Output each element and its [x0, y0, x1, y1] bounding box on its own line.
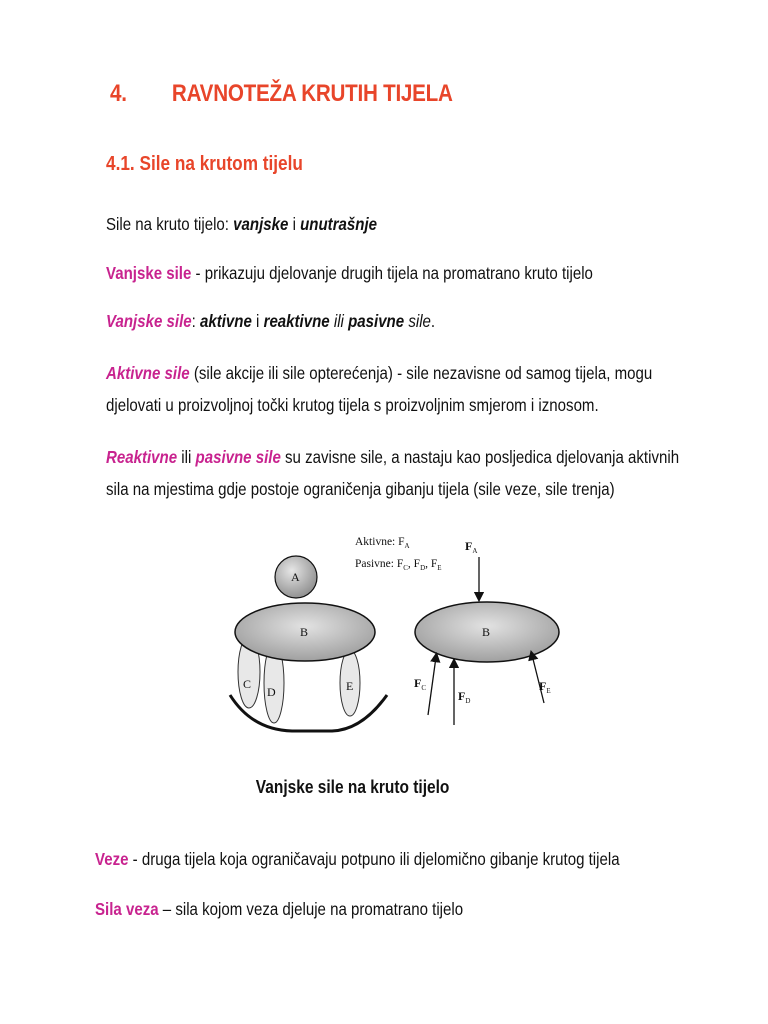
term-constraints: Veze: [95, 849, 129, 869]
label-a: A: [291, 570, 300, 584]
text: - druga tijela koja ograničavaju potpuno ili djelomično gibanje krutog tijela: [128, 849, 620, 869]
text: Sile na kruto tijelo:: [106, 214, 234, 234]
term-external: vanjske: [233, 214, 289, 234]
term-external-forces: Vanjske sile: [106, 263, 192, 283]
term-reactive: Reaktivne: [106, 447, 178, 467]
term-active: aktivne: [199, 311, 252, 331]
text: (sile akcije ili sile opterećenja) - sile nezavisne od samog tijela, mogu: [189, 363, 653, 383]
text: i: [251, 311, 264, 331]
section-number: 4.: [110, 80, 127, 107]
paragraph-external-forces: [106, 257, 593, 289]
section-title: RAVNOTEŽA KRUTIH TIJELA: [171, 80, 453, 107]
text: i: [288, 214, 301, 234]
force-label-fd: $F_D$: [458, 689, 471, 705]
text: ili: [329, 311, 349, 331]
term-active-forces: Aktivne sile: [106, 363, 190, 383]
legend-passive: Pasivne: $F_C$, $F_D$, $F_E$: [355, 558, 442, 572]
label-e: E: [346, 679, 354, 693]
subsection-heading: 4.1. Sile na krutom tijelu: [106, 153, 303, 175]
legend-active: Aktivne: $F_A$: [355, 536, 410, 550]
force-label-fa: $F_A$: [465, 539, 478, 555]
term-passive-forces: pasivne sile: [195, 447, 281, 467]
figure-caption: Vanjske sile na kruto tijelo: [255, 777, 450, 797]
paragraph-active-forces: [106, 357, 652, 421]
text: sila na mjestima gdje postoje ograničenja gibanju tijela (sile veze, sile trenja): [106, 479, 615, 499]
term-reactive: reaktivne: [263, 311, 330, 331]
text: .: [430, 311, 436, 331]
paragraph-constraints: [95, 843, 620, 875]
term-internal: unutrašnje: [300, 214, 378, 234]
arrow-fc: [428, 657, 436, 715]
paragraph-forces-types: [106, 208, 377, 240]
text: ili: [177, 447, 196, 467]
paragraph-external-classification: [106, 305, 435, 337]
term-constraint-force: Sila veza: [95, 899, 159, 919]
force-label-fc: $F_C$: [414, 676, 427, 692]
force-label-fe: $F_E$: [539, 679, 551, 695]
text: su zavisne sile, a nastaju kao posljedica djelovanja aktivnih: [280, 447, 680, 467]
text: sile: [404, 311, 431, 331]
text: djelovati u proizvoljnoj točki krutog tijela s proizvoljnim smjerom i iznosom.: [106, 395, 599, 415]
text: – sila kojom veza djeluje na promatrano tijelo: [158, 899, 464, 919]
label-b-left: B: [300, 625, 309, 639]
text: - prikazuju djelovanje drugih tijela na promatrano kruto tijelo: [191, 263, 593, 283]
term-passive: pasivne: [348, 311, 405, 331]
paragraph-reactive-forces: [106, 441, 679, 505]
forces-diagram: [222, 525, 567, 745]
label-d: D: [267, 685, 276, 699]
text: :: [191, 311, 200, 331]
paragraph-constraint-force: [95, 893, 463, 925]
section-heading: [110, 80, 453, 108]
term-external-forces: Vanjske sile: [106, 311, 192, 331]
label-b-right: B: [482, 625, 491, 639]
label-c: C: [243, 677, 252, 691]
